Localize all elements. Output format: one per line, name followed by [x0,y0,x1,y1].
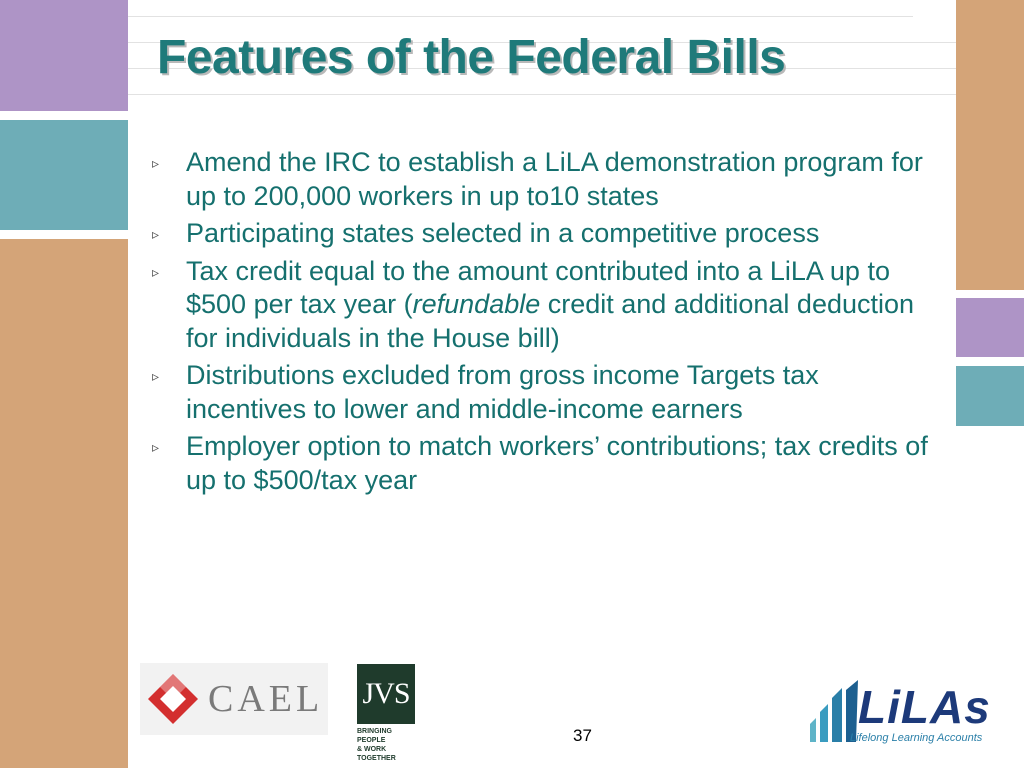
bullet-text: Amend the IRC to establish a LiLA demonstration program for up to 200,000 workers in up to10 states [186,147,923,211]
bullet-text: credit and additional deduction for individuals in the House bill) [186,289,915,353]
bullet-item [150,217,940,251]
lilas-tagline: Lifelong Learning Accounts [850,732,983,744]
lilas-logo [806,676,996,748]
jvs-tagline-line: BRINGING PEOPLE [357,728,392,744]
right-block-teal [956,366,1024,426]
bullet-item [150,359,940,426]
cael-logo-text: CAEL [208,678,324,720]
bullet-text: Participating states selected in a competitive process [186,218,820,248]
right-block-purple [956,298,1024,357]
bullet-item [150,255,940,356]
cael-logo [140,663,328,735]
cael-diamond-icon [146,672,200,726]
jvs-logo-mark: JVS [357,664,415,724]
header-rule-1 [128,16,913,17]
left-block-purple [0,0,128,111]
lilas-logo-text: LiLAs [858,681,991,733]
right-block-tan [956,0,1024,290]
jvs-tagline-line: & WORK TOGETHER [357,746,396,762]
bullet-marker-icon: ▹ [152,263,160,280]
bullet-emphasis: refundable [412,289,541,319]
header-rule-4 [128,94,956,95]
bullet-marker-icon: ▹ [152,155,160,171]
slide-title: Features of the Federal Bills [157,31,786,84]
left-block-tan [0,239,128,768]
left-block-teal [0,120,128,230]
bullet-text: Employer option to match workers’ contributions; tax credits of up to $500/tax year [186,431,928,495]
bullet-item [150,430,940,497]
jvs-logo [357,664,415,762]
bullet-marker-icon: ▹ [152,368,160,384]
bullet-marker-icon: ▹ [152,226,160,242]
bullet-item [150,146,940,213]
bullet-text: Distributions excluded from gross income Targets tax incentives to lower and middle-income earners [186,360,819,424]
bullet-text: Tax credit equal to the amount contributed into a LiLA up to $500 per tax year ( [186,255,890,319]
bullet-list [150,146,940,501]
jvs-tagline [357,727,415,763]
bullet-marker-icon: ▹ [152,439,160,455]
page-number: 37 [573,726,592,745]
